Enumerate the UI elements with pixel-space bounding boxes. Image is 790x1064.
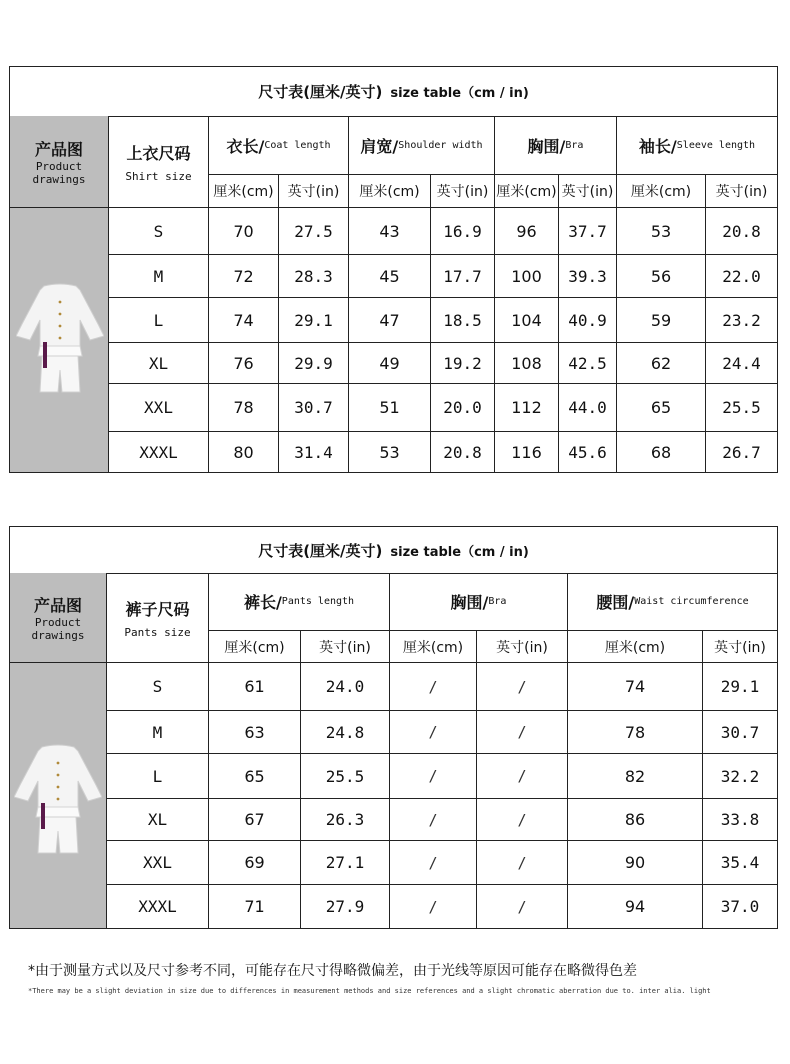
measurement-cell: 45	[348, 254, 430, 297]
measurement-cell: 44.0	[558, 383, 616, 431]
measurement-cell: 112	[494, 383, 558, 431]
size-cell: XXXL	[108, 431, 208, 472]
product-drawings-header	[10, 116, 108, 207]
measurement-cell: 74	[567, 662, 702, 710]
column-header-sleeve-length	[616, 116, 777, 174]
measurement-cell: 49	[348, 342, 430, 383]
measurement-cell: /	[476, 840, 567, 884]
measurement-cell: /	[389, 662, 476, 710]
unit-in-header: 英寸(in)	[430, 174, 494, 207]
measurement-cell: 25.5	[705, 383, 777, 431]
measurement-cell: 22.0	[705, 254, 777, 297]
measurement-cell: /	[389, 710, 476, 753]
size-label-cn: 裤子尺码	[125, 599, 190, 619]
measurement-cell: 45.6	[558, 431, 616, 472]
measurement-cell: 82	[567, 753, 702, 798]
column-header-pants-length	[208, 573, 389, 630]
product-image-cell	[10, 207, 108, 472]
column-en: Bra	[565, 139, 584, 151]
measurement-cell: 67	[208, 798, 300, 840]
size-cell: XL	[106, 798, 208, 840]
measurement-cell: 71	[208, 884, 300, 928]
measurement-cell: /	[476, 710, 567, 753]
size-cell: S	[106, 662, 208, 710]
measurement-cell: 24.4	[705, 342, 777, 383]
measurement-cell: 33.8	[702, 798, 777, 840]
column-en: Pants length	[281, 596, 355, 607]
size-cell: XXXL	[106, 884, 208, 928]
measurement-cell: 80	[208, 431, 278, 472]
measurement-cell: 31.4	[278, 431, 348, 472]
title-en: size table（cm / in)	[390, 544, 529, 560]
measurement-cell: 65	[208, 753, 300, 798]
measurement-cell: 17.7	[430, 254, 494, 297]
measurement-cell: /	[389, 753, 476, 798]
column-en: Sleeve length	[676, 139, 756, 151]
measurement-cell: 29.1	[278, 297, 348, 342]
column-en: Bra	[488, 596, 507, 607]
measurement-cell: 65	[616, 383, 705, 431]
unit-cm-header: 厘米(cm)	[348, 174, 430, 207]
measurement-cell: 35.4	[702, 840, 777, 884]
column-cn: 腰围/	[596, 593, 635, 612]
size-header	[108, 116, 208, 207]
product-label-en-2: drawings	[32, 173, 86, 186]
measurement-cell: 53	[616, 207, 705, 254]
measurement-cell: /	[389, 840, 476, 884]
size-cell: M	[108, 254, 208, 297]
measurement-cell: 18.5	[430, 297, 494, 342]
measurement-cell: 25.5	[300, 753, 389, 798]
title-en: size table（cm / in)	[390, 86, 529, 101]
measurement-cell: 37.0	[702, 884, 777, 928]
measurement-cell: 30.7	[702, 710, 777, 753]
column-en: Shoulder width	[398, 139, 483, 151]
column-cn: 肩宽/	[360, 136, 399, 156]
measurement-cell: 72	[208, 254, 278, 297]
title-cn: 尺寸表(厘米/英寸)	[258, 83, 383, 101]
measurement-cell: 29.1	[702, 662, 777, 710]
unit-in-header: 英寸(in)	[558, 174, 616, 207]
measurement-cell: 20.0	[430, 383, 494, 431]
size-cell: L	[106, 753, 208, 798]
product-drawings-header	[10, 573, 106, 662]
column-header-bra	[389, 573, 567, 630]
measurement-cell: 108	[494, 342, 558, 383]
measurement-cell: 51	[348, 383, 430, 431]
measurement-cell: 24.0	[300, 662, 389, 710]
measurement-cell: 86	[567, 798, 702, 840]
column-cn: 裤长/	[243, 593, 282, 612]
column-header-waist	[567, 573, 777, 630]
measurement-cell: 116	[494, 431, 558, 472]
product-image-cell	[10, 662, 106, 928]
column-cn: 胸围/	[450, 593, 489, 612]
size-cell: XXL	[108, 383, 208, 431]
measurement-cell: 27.1	[300, 840, 389, 884]
measurement-cell: 27.5	[278, 207, 348, 254]
measurement-cell: /	[389, 884, 476, 928]
table-title	[10, 67, 777, 117]
pants-size-table	[9, 526, 778, 929]
unit-cm-header: 厘米(cm)	[208, 630, 300, 662]
measurement-cell: /	[389, 798, 476, 840]
product-outfit-image	[16, 280, 104, 395]
product-label-en-1: Product	[35, 160, 83, 173]
measurement-cell: 27.9	[300, 884, 389, 928]
measurement-cell: 24.8	[300, 710, 389, 753]
measurement-cell: 96	[494, 207, 558, 254]
measurement-cell: 59	[616, 297, 705, 342]
disclaimer-en: *There may be a slight deviation in size due to differences in measurement methods and size references and a slight chromatic aberration due to. inter alia. light	[28, 987, 711, 995]
column-cn: 袖长/	[638, 136, 677, 156]
measurement-cell: 20.8	[430, 431, 494, 472]
measurement-cell: 53	[348, 431, 430, 472]
size-cell: M	[106, 710, 208, 753]
product-label-cn: 产品图	[34, 140, 83, 159]
size-cell: S	[108, 207, 208, 254]
measurement-cell: 37.7	[558, 207, 616, 254]
measurement-cell: 32.2	[702, 753, 777, 798]
disclaimer-cn: *由于测量方式以及尺寸参考不同，可能存在尺寸得略微偏差，由于光线等原因可能存在略微得色差	[28, 963, 637, 979]
measurement-cell: 26.7	[705, 431, 777, 472]
measurement-cell: 16.9	[430, 207, 494, 254]
column-cn: 胸围/	[527, 136, 566, 156]
measurement-cell: 78	[208, 383, 278, 431]
measurement-cell: 68	[616, 431, 705, 472]
unit-in-header: 英寸(in)	[705, 174, 777, 207]
measurement-cell: /	[476, 884, 567, 928]
measurement-cell: 19.2	[430, 342, 494, 383]
column-header-bra	[494, 116, 616, 174]
measurement-cell: 100	[494, 254, 558, 297]
table-title	[10, 527, 777, 574]
size-label-en: Pants size	[124, 625, 191, 639]
size-cell: L	[108, 297, 208, 342]
size-cell: XL	[108, 342, 208, 383]
size-label-en: Shirt size	[125, 169, 192, 183]
measurement-cell: 26.3	[300, 798, 389, 840]
measurement-cell: /	[476, 662, 567, 710]
measurement-cell: 40.9	[558, 297, 616, 342]
unit-cm-header: 厘米(cm)	[208, 174, 278, 207]
product-label-cn: 产品图	[33, 596, 82, 615]
measurement-cell: 20.8	[705, 207, 777, 254]
measurement-cell: /	[476, 753, 567, 798]
measurement-cell: 39.3	[558, 254, 616, 297]
unit-cm-header: 厘米(cm)	[616, 174, 705, 207]
measurement-cell: 47	[348, 297, 430, 342]
measurement-cell: 104	[494, 297, 558, 342]
shirt-size-table	[9, 66, 778, 473]
column-cn: 衣长/	[226, 136, 265, 156]
unit-in-header: 英寸(in)	[278, 174, 348, 207]
column-en: Waist circumference	[634, 596, 749, 607]
column-header-coat-length	[208, 116, 348, 174]
product-label-en-2: drawings	[31, 629, 85, 642]
measurement-cell: 78	[567, 710, 702, 753]
unit-in-header: 英寸(in)	[702, 630, 777, 662]
measurement-cell: 28.3	[278, 254, 348, 297]
measurement-cell: 63	[208, 710, 300, 753]
measurement-cell: 74	[208, 297, 278, 342]
measurement-cell: 23.2	[705, 297, 777, 342]
unit-cm-header: 厘米(cm)	[494, 174, 558, 207]
unit-cm-header: 厘米(cm)	[567, 630, 702, 662]
measurement-cell: 94	[567, 884, 702, 928]
size-header	[106, 573, 208, 662]
measurement-cell: 61	[208, 662, 300, 710]
column-header-shoulder-width	[348, 116, 494, 174]
measurement-cell: 90	[567, 840, 702, 884]
unit-cm-header: 厘米(cm)	[389, 630, 476, 662]
measurement-cell: 69	[208, 840, 300, 884]
unit-in-header: 英寸(in)	[476, 630, 567, 662]
measurement-cell: 70	[208, 207, 278, 254]
measurement-cell: 76	[208, 342, 278, 383]
size-cell: XXL	[106, 840, 208, 884]
measurement-cell: 30.7	[278, 383, 348, 431]
measurement-cell: 62	[616, 342, 705, 383]
product-label-en-1: Product	[34, 616, 82, 629]
size-label-cn: 上衣尺码	[126, 143, 191, 163]
measurement-cell: 56	[616, 254, 705, 297]
measurement-cell: /	[476, 798, 567, 840]
unit-in-header: 英寸(in)	[300, 630, 389, 662]
measurement-cell: 43	[348, 207, 430, 254]
title-cn: 尺寸表(厘米/英寸)	[258, 541, 383, 560]
measurement-cell: 42.5	[558, 342, 616, 383]
product-outfit-image	[14, 741, 102, 856]
column-en: Coat length	[264, 139, 331, 151]
measurement-cell: 29.9	[278, 342, 348, 383]
